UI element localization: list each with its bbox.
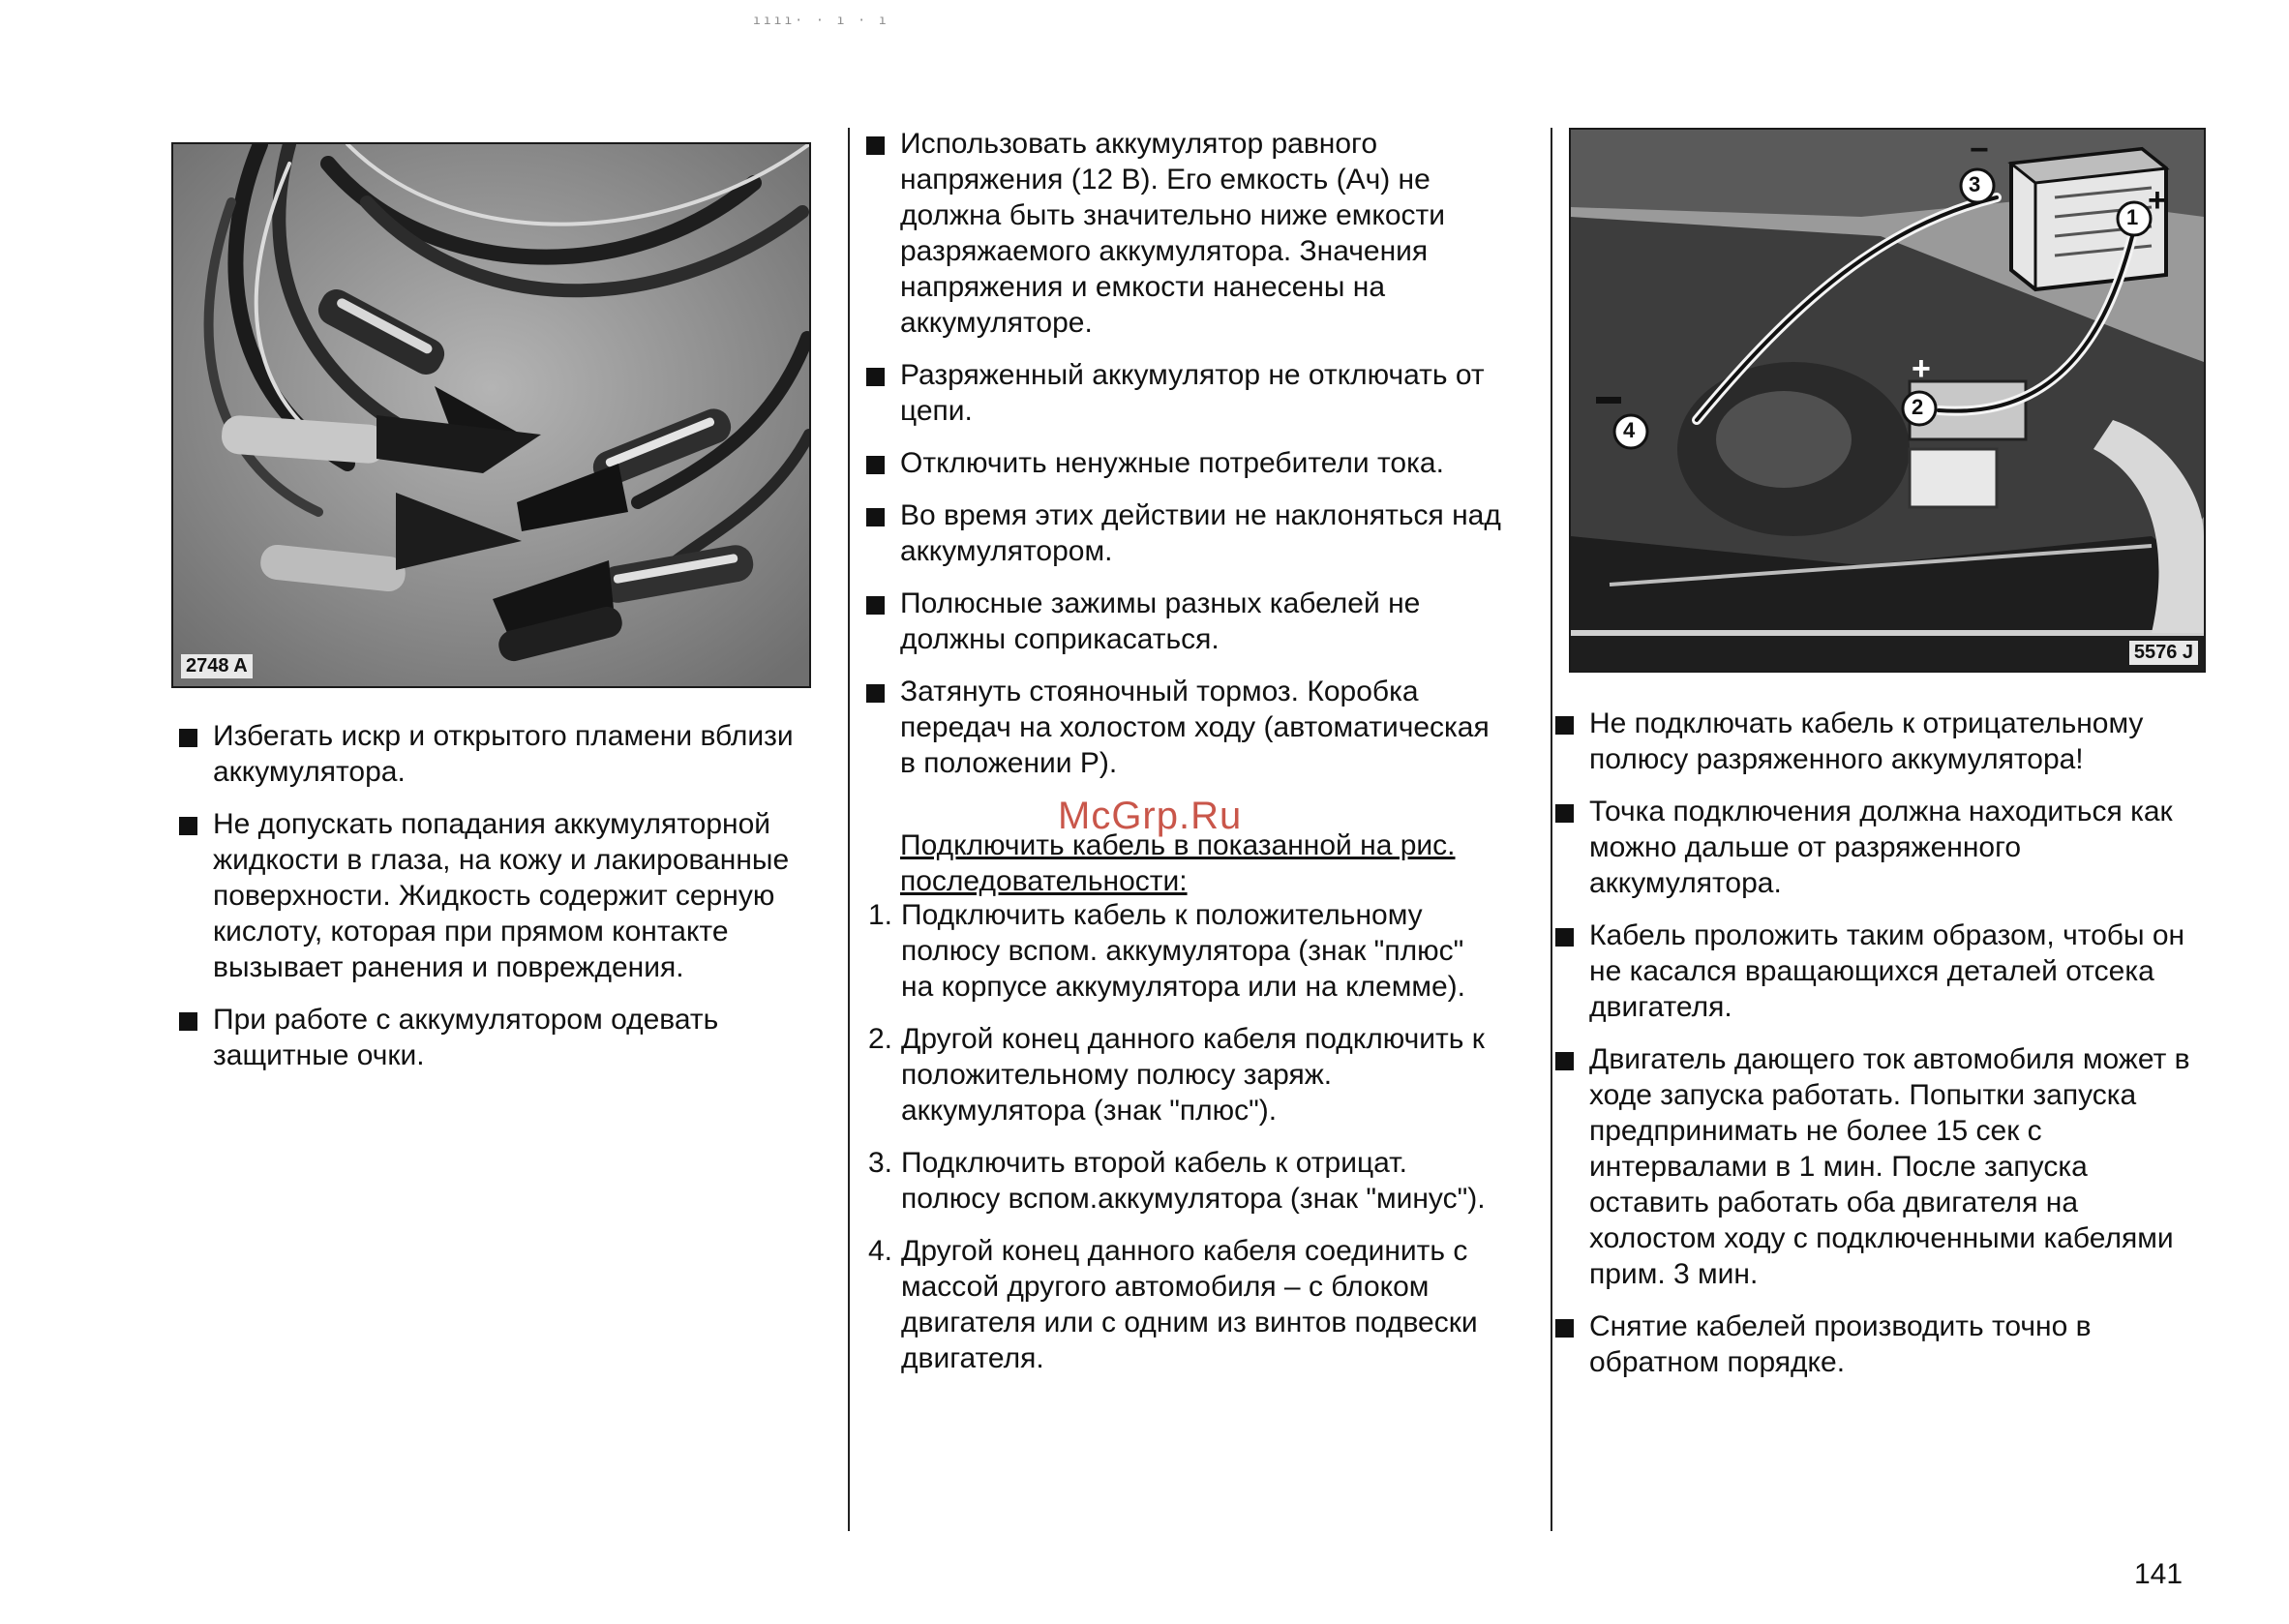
callout-2: 2 bbox=[1912, 395, 1924, 419]
list-item: Разряженный аккумулятор не отключать от цепи. bbox=[864, 357, 1503, 429]
list-item: Затянуть стояночный тормоз. Коробка передач на холостом ходу (автоматическая в положении Р). bbox=[864, 674, 1503, 781]
figure-code-left: 2748 A bbox=[181, 654, 253, 678]
bullet-square-icon bbox=[179, 729, 197, 747]
bullet-square-icon bbox=[1555, 716, 1574, 735]
right-column-list bbox=[1553, 706, 2202, 1397]
list-item: Не допускать попадания аккумуляторной жидкости в глаза, на кожу и лакированные поверхности. Жидкость содержит серную кислоту, которая при прямом контакте вызывает ранения и повреждения. bbox=[177, 806, 816, 985]
bullet-square-icon bbox=[866, 508, 885, 526]
list-item: Отключить ненужные потребители тока. bbox=[864, 445, 1503, 481]
list-item: При работе с аккумулятором одевать защитные очки. bbox=[177, 1002, 816, 1073]
sign-minus-4 bbox=[1598, 374, 1599, 375]
list-item: Двигатель дающего ток автомобиля может в ходе запуска работать. Попытки запуска предпринимать не более 15 сек с интервалами в 1 мин. После запуска оставить работать оба двигателя на холостом ходу с подключенными кабелями прим. 3 мин. bbox=[1553, 1041, 2202, 1292]
engine-bay-photo-icon bbox=[1571, 130, 2204, 671]
bullet-square-icon bbox=[866, 596, 885, 615]
column-divider-right bbox=[1551, 128, 1552, 1531]
sign-minus-3: − bbox=[1970, 132, 1989, 168]
bullet-square-icon bbox=[1555, 1319, 1574, 1338]
column-divider-left bbox=[848, 128, 850, 1531]
list-item: Во время этих действии не наклоняться над аккумулятором. bbox=[864, 497, 1503, 569]
list-item: Полюсные зажимы разных кабелей не должны соприкасаться. bbox=[864, 586, 1503, 657]
list-item: Не подключать кабель к отрицательному полюсу разряженного аккумулятора! bbox=[1553, 706, 2202, 777]
callout-1: 1 bbox=[2126, 205, 2139, 229]
list-item: 1. Подключить кабель к положительному полюсу вспом. аккумулятора (знак "плюс" на корпусе аккумулятора или на клемме). bbox=[868, 899, 1465, 1003]
callout-3: 3 bbox=[1969, 172, 1981, 196]
list-item: Точка подключения должна находиться как можно дальше от разряженного аккумулятора. bbox=[1553, 794, 2202, 901]
connection-sequence-heading: Подключить кабель в показанной на рис. последовательности: bbox=[900, 829, 1456, 897]
sign-plus-2: + bbox=[1912, 350, 1931, 387]
figure-jumper-cables bbox=[171, 142, 811, 688]
bullet-square-icon bbox=[866, 136, 885, 155]
list-item: Использовать аккумулятор равного напряжения (12 В). Его емкость (Ач) не должна быть значительно ниже емкости разряжаемого аккумулятора. Значения напряжения и емкости нанесены на аккумуляторе. bbox=[864, 126, 1503, 341]
connection-steps-list bbox=[868, 897, 1497, 1393]
list-item: Избегать искр и открытого пламени вблизи аккумулятора. bbox=[177, 718, 816, 790]
list-item: 3. Подключить второй кабель к отрицат. полюсу вспом.аккумулятора (знак "минус"). bbox=[868, 1147, 1486, 1215]
jumper-cables-photo-icon bbox=[173, 144, 809, 686]
left-column-list bbox=[177, 718, 816, 1090]
figure-engine-bay bbox=[1569, 128, 2206, 673]
bullet-square-icon bbox=[866, 684, 885, 703]
list-item: Снятие кабелей производить точно в обратном порядке. bbox=[1553, 1308, 2202, 1380]
bullet-square-icon bbox=[866, 368, 885, 386]
list-item: 4. Другой конец данного кабеля соединить с массой другого автомобиля – с блоком двигателя или с одним из винтов подвески двигателя. bbox=[868, 1235, 1478, 1374]
list-item: 2. Другой конец данного кабеля подключить к положительному полюсу заряж. аккумулятора (знак "плюс"). bbox=[868, 1023, 1485, 1127]
list-item: Кабель проложить таким образом, чтобы он не касался вращающихся деталей отсека двигателя. bbox=[1553, 917, 2202, 1025]
page-number: 141 bbox=[2134, 1558, 2184, 1590]
sign-plus-1: + bbox=[2148, 182, 2167, 219]
bullet-square-icon bbox=[866, 456, 885, 474]
scan-header-marks: ıııı· · ı · ı bbox=[753, 14, 889, 28]
callout-4: 4 bbox=[1623, 418, 1636, 442]
bullet-square-icon bbox=[179, 1012, 197, 1031]
bullet-square-icon bbox=[1555, 928, 1574, 947]
middle-column-list bbox=[864, 126, 1503, 797]
bullet-square-icon bbox=[1555, 1052, 1574, 1070]
bullet-square-icon bbox=[1555, 804, 1574, 823]
figure-code-right: 5576 J bbox=[2129, 641, 2198, 665]
bullet-square-icon bbox=[179, 817, 197, 835]
watermark: McGrp.Ru bbox=[1058, 795, 1243, 837]
